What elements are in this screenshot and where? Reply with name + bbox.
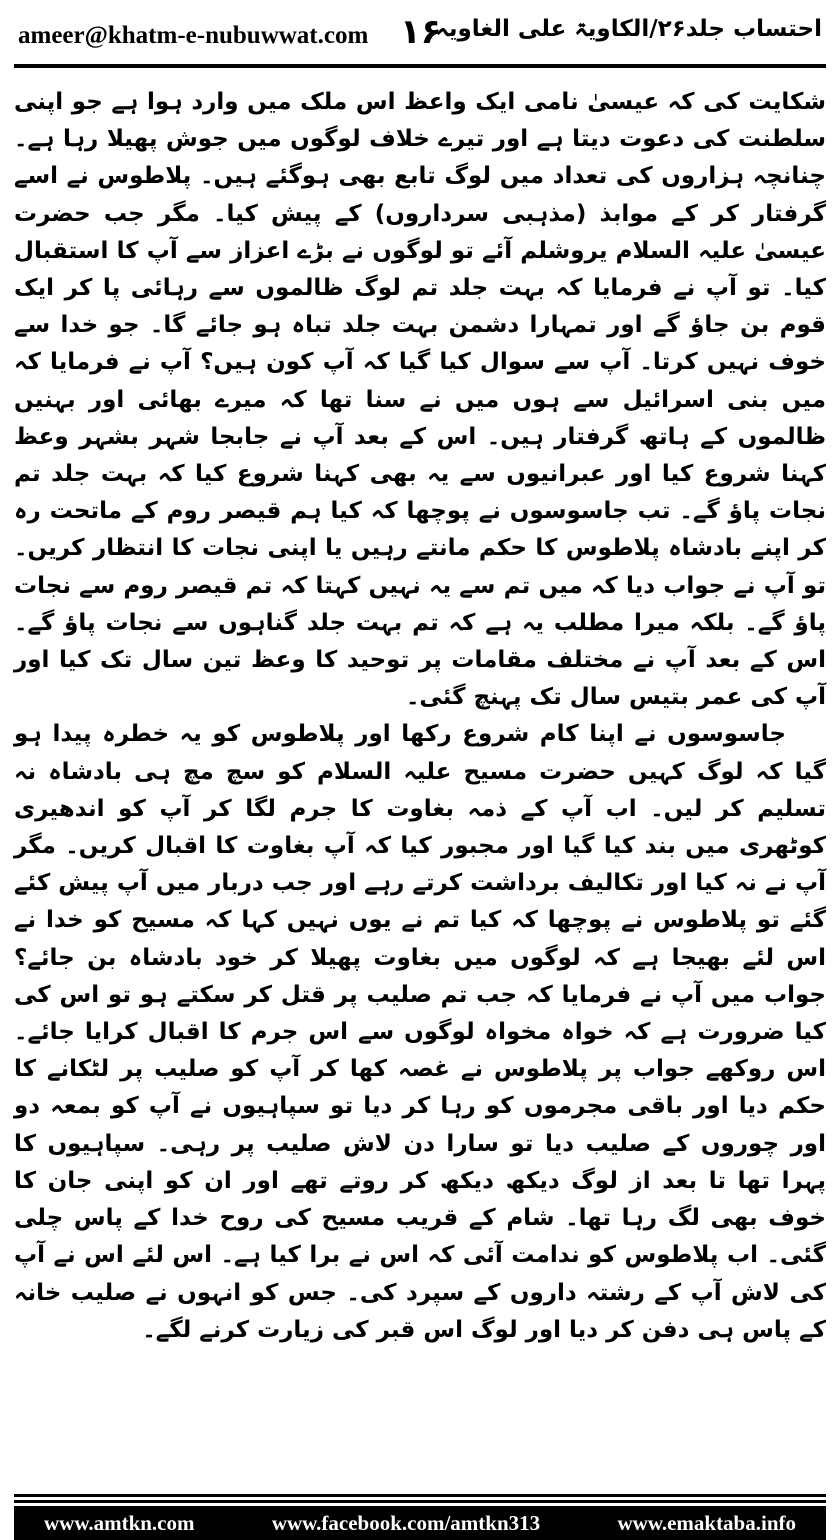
footer-rule-top — [14, 1494, 826, 1497]
page-header — [0, 0, 840, 70]
paragraph-1: شکایت کی کہ عیسیٰ نامی ایک واعظ اس ملک میں وارد ہوا ہے جو اپنی سلطنت کی دعوت دیتا ہے اور تیرے خلاف لوگوں میں جوش پھیلا رہا ہے۔ چنانچہ ہزاروں کی تعداد میں لوگ تابع بھی ہوگئے ہیں۔ پلاطوس نے اسے گرفتار کر کے موابذ (مذہبی سرداروں) کے پیش کیا۔ مگر جب حضرت عیسیٰ علیہ السلام یروشلم آئے تو لوگوں نے بڑے اعزاز سے آپ کا استقبال کیا۔ تو آپ نے فرمایا کہ بہت جلد تم لوگ ظالموں سے رہائی پا کر ایک قوم بن جاؤ گے اور تمہارا دشمن بہت جلد تباہ ہو جائے گا۔ جو خدا سے خوف نہیں کرتا۔ آپ سے سوال کیا گیا کہ آپ کون ہیں؟ آپ نے فرمایا کہ میں بنی اسرائیل سے ہوں میں نے سنا تھا کہ میرے بھائی اور بہنیں ظالموں کے ہاتھ گرفتار ہیں۔ اس کے بعد آپ نے جابجا شہر بشہر وعظ کہنا شروع کیا اور عبرانیوں سے یہ بھی کہنا شروع کیا کہ بہت جلد تم نجات پاؤ گے۔ تب جاسوسوں نے پوچھا کہ کیا ہم قیصر روم کے ماتحت رہ کر اپنے بادشاہ پلاطوس کا حکم مانتے رہیں یا اپنی نجات کا انتظار کریں۔ تو آپ نے جواب دیا کہ میں تم سے یہ نہیں کہتا کہ تم قیصر روم سے نجات پاؤ گے۔ بلکہ میرا مطلب یہ ہے کہ تم بہت جلد گناہوں سے نجات پاؤ گے۔ اس کے بعد آپ نے مختلف مقامات پر توحید کا وعظ تین سال تک کیا اور آپ کی عمر بتیس سال تک پہنچ گئی۔ — [14, 89, 826, 711]
footer-link-emaktaba[interactable]: www.emaktaba.info — [617, 1510, 796, 1535]
footer-link-amtkn[interactable]: www.amtkn.com — [44, 1510, 195, 1535]
paragraph-2: جاسوسوں نے اپنا کام شروع رکھا اور پلاطوس کو یہ خطرہ پیدا ہو گیا کہ لوگ کہیں حضرت مسیح علیہ السلام کو سچ مچ ہی بادشاہ نہ تسلیم کر لیں۔ اب آپ کے ذمہ بغاوت کا جرم لگا کر آپ کو اندھیری کوٹھری میں بند کیا گیا اور مجبور کیا کہ آپ بغاوت کا اقبال کریں۔ مگر آپ نے نہ کیا اور تکالیف برداشت کرتے رہے اور جب دربار میں آپ پیش کئے گئے تو پلاطوس نے پوچھا کہ کیا تم نے یوں نہیں کہا کہ مسیح کو خدا نے اس لئے بھیجا ہے کہ لوگوں میں بغاوت پھیلا کر خود بادشاہ بن جائے؟ جواب میں آپ نے فرمایا کہ جب تم صلیب پر قتل کر سکتے ہو تو اس کی کیا ضرورت ہے کہ خواہ مخواہ لوگوں سے اس جرم کا اقبال کرایا جائے۔ اس روکھے جواب پر پلاطوس نے غصہ کھا کر آپ کو صلیب پر لٹکانے کا حکم دیا اور باقی مجرموں کو رہا کر دیا تو سپاہیوں نے آپ کو بمعہ دو اور چوروں کے صلیب دیا تو سارا دن لاش صلیب پر رہی۔ سپاہیوں کا پہرا تھا تا بعد از لوگ دیکھ دیکھ کر روتے تھے اور ان کو اپنی جان کا خوف بھی لگ رہا تھا۔ شام کے قریب مسیح کی روح خدا کے پاس چلی گئی۔ اب پلاطوس کو ندامت آئی کہ اس نے برا کیا ہے۔ اس لئے اس نے آپ کی لاش آپ کے رشتہ داروں کے سپرد کی۔ جس کو انہوں نے صلیب خانہ کے پاس ہی دفن کر دیا اور لوگ اس قبر کی زیارت کرنے لگے۔ — [14, 721, 826, 1343]
footer-link-facebook[interactable]: www.facebook.com/amtkn313 — [271, 1510, 541, 1535]
page-footer — [14, 1506, 826, 1540]
body-text — [14, 84, 826, 1349]
header-email: ameer@khatm-e-nubuwwat.com — [18, 22, 369, 49]
page-number: ۱۶ — [400, 12, 442, 52]
book-title: احتساب جلد۲۶/الکاویۃ علی الغاویہ — [435, 16, 822, 42]
header-rule — [14, 64, 826, 68]
footer-rule-bottom — [14, 1500, 826, 1503]
